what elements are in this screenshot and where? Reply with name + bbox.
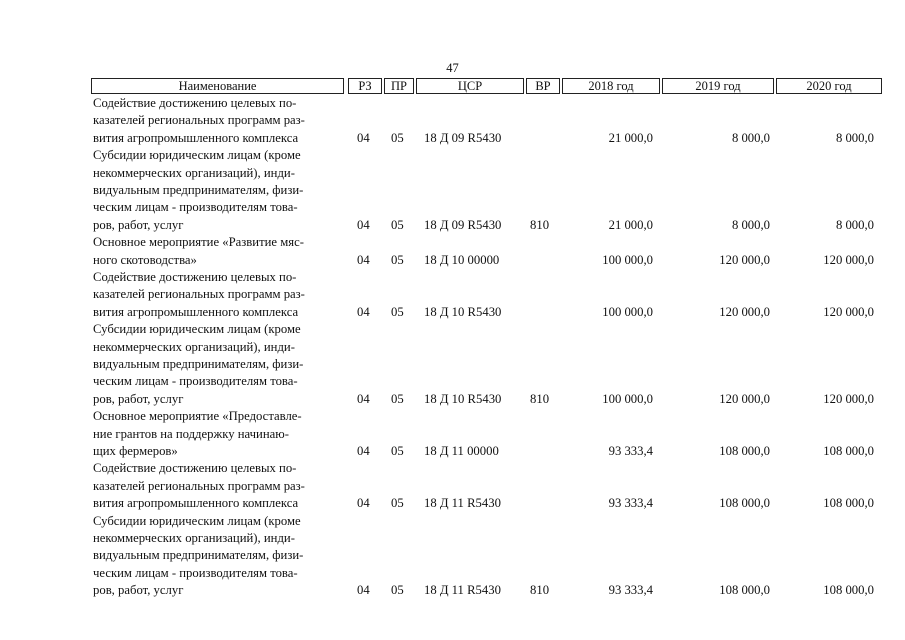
row-name-line: Содействие достижению целевых по- [93, 96, 297, 110]
row-name [93, 460, 345, 512]
row-name-line: Содействие достижению целевых по- [93, 461, 297, 476]
page-number: 47 [446, 61, 459, 75]
cell-csr: 18 Д 09 R5430 [424, 130, 502, 145]
row-name-line: ного скотоводства» [93, 252, 197, 267]
row-name-line: Основное мероприятие «Предоставле- [93, 409, 302, 424]
row-name [93, 234, 345, 269]
row-name-line: Субсидии юридическим лицам (кроме [93, 513, 301, 528]
row-name-line: некоммерческих организаций), инди- [93, 531, 295, 545]
header-vr: ВР [526, 78, 560, 94]
row-name-line: вития агропромышленного комплекса [93, 130, 299, 145]
row-name-line: ров, работ, услуг [93, 391, 184, 406]
cell-vr: 810 [530, 217, 550, 232]
cell-y2019: 108 000,0 [719, 443, 770, 458]
row-name-line: видуальным предпринимателям, физи- [93, 183, 304, 197]
row-name-line: ческим лицам - производителям това- [93, 200, 298, 215]
cell-pr: 05 [391, 304, 404, 319]
table-row [0, 408, 905, 460]
row-name [93, 408, 345, 460]
cell-y2020: 8 000,0 [835, 217, 874, 232]
table-row [0, 460, 905, 512]
row-name-line: ческим лицам - производителям това- [93, 565, 298, 580]
cell-pr: 05 [391, 130, 404, 145]
cell-y2018: 100 000,0 [602, 252, 653, 267]
cell-pr: 05 [391, 496, 404, 511]
header-2019: 2019 год [662, 78, 774, 94]
row-name-line: видуальным предпринимателям, физи- [93, 357, 304, 371]
cell-y2019: 120 000,0 [719, 252, 770, 267]
header-2020: 2020 год [776, 78, 882, 94]
cell-rz: 04 [357, 304, 370, 319]
row-name [93, 321, 345, 408]
cell-csr: 18 Д 09 R5430 [424, 217, 502, 232]
cell-y2020: 108 000,0 [823, 583, 874, 598]
row-name [93, 95, 345, 147]
cell-y2020: 120 000,0 [823, 252, 874, 267]
cell-y2020: 108 000,0 [823, 496, 874, 511]
row-name-line: Содействие достижению целевых по- [93, 270, 297, 284]
row-name-line: ров, работ, услуг [93, 217, 184, 232]
cell-vr: 810 [530, 583, 550, 598]
row-name-line: видуальным предпринимателям, физи- [93, 548, 304, 563]
header-2018: 2018 год [562, 78, 660, 94]
row-name-line: некоммерческих организаций), инди- [93, 165, 295, 180]
row-name-line: казателей региональных программ раз- [93, 113, 305, 128]
cell-pr: 05 [391, 583, 404, 598]
cell-csr: 18 Д 10 R5430 [424, 391, 502, 406]
row-name-line: Субсидии юридическим лицам (кроме [93, 148, 301, 163]
row-name-line: Субсидии юридическим лицам (кроме [93, 322, 301, 337]
row-name [93, 513, 345, 600]
cell-rz: 04 [357, 583, 370, 598]
row-name-line: вития агропромышленного комплекса [93, 304, 299, 319]
cell-pr: 05 [391, 252, 404, 267]
table-row [0, 147, 905, 234]
cell-rz: 04 [357, 443, 370, 458]
cell-y2018: 93 333,4 [608, 496, 653, 511]
table-row [0, 234, 905, 269]
cell-y2018: 93 333,4 [608, 583, 653, 598]
cell-y2020: 8 000,0 [835, 130, 874, 145]
cell-y2019: 108 000,0 [719, 496, 770, 511]
header-rz: РЗ [348, 78, 382, 94]
row-name-line: вития агропромышленного комплекса [93, 496, 299, 511]
row-name-line: казателей региональных программ раз- [93, 478, 305, 493]
table-row [0, 269, 905, 321]
cell-y2018: 21 000,0 [608, 217, 653, 232]
cell-rz: 04 [357, 130, 370, 145]
header-csr: ЦСР [416, 78, 524, 94]
cell-y2020: 120 000,0 [823, 304, 874, 319]
cell-y2019: 120 000,0 [719, 304, 770, 319]
cell-csr: 18 Д 11 R5430 [424, 583, 501, 598]
cell-y2020: 120 000,0 [823, 391, 874, 406]
cell-y2018: 100 000,0 [602, 391, 653, 406]
row-name-line: щих фермеров» [93, 444, 178, 458]
cell-pr: 05 [391, 217, 404, 232]
header-pr: ПР [384, 78, 414, 94]
cell-rz: 04 [357, 496, 370, 511]
cell-y2018: 21 000,0 [608, 130, 653, 145]
cell-csr: 18 Д 11 R5430 [424, 496, 501, 511]
table-row [0, 321, 905, 408]
table-row [0, 95, 905, 147]
row-name [93, 147, 345, 234]
cell-csr: 18 Д 10 R5430 [424, 304, 502, 319]
cell-rz: 04 [357, 391, 370, 406]
cell-vr: 810 [530, 391, 550, 406]
cell-y2019: 8 000,0 [731, 217, 770, 232]
cell-y2019: 8 000,0 [731, 130, 770, 145]
row-name-line: казателей региональных программ раз- [93, 287, 305, 302]
cell-y2020: 108 000,0 [823, 443, 874, 458]
cell-rz: 04 [357, 217, 370, 232]
cell-y2018: 100 000,0 [602, 304, 653, 319]
cell-csr: 18 Д 11 00000 [424, 443, 499, 458]
cell-y2018: 93 333,4 [608, 443, 653, 458]
cell-csr: 18 Д 10 00000 [424, 252, 500, 267]
cell-pr: 05 [391, 391, 404, 406]
cell-pr: 05 [391, 443, 404, 458]
cell-y2019: 120 000,0 [719, 391, 770, 406]
cell-y2019: 108 000,0 [719, 583, 770, 598]
row-name-line: ческим лицам - производителям това- [93, 374, 298, 389]
header-name: Наименование [91, 78, 344, 94]
cell-rz: 04 [357, 252, 370, 267]
row-name-line: ние грантов на поддержку начинаю- [93, 426, 289, 441]
table-row [0, 513, 905, 600]
row-name-line: Основное мероприятие «Развитие мяс- [93, 235, 304, 250]
row-name [93, 269, 345, 321]
row-name-line: ров, работ, услуг [93, 583, 184, 598]
row-name-line: некоммерческих организаций), инди- [93, 339, 295, 354]
